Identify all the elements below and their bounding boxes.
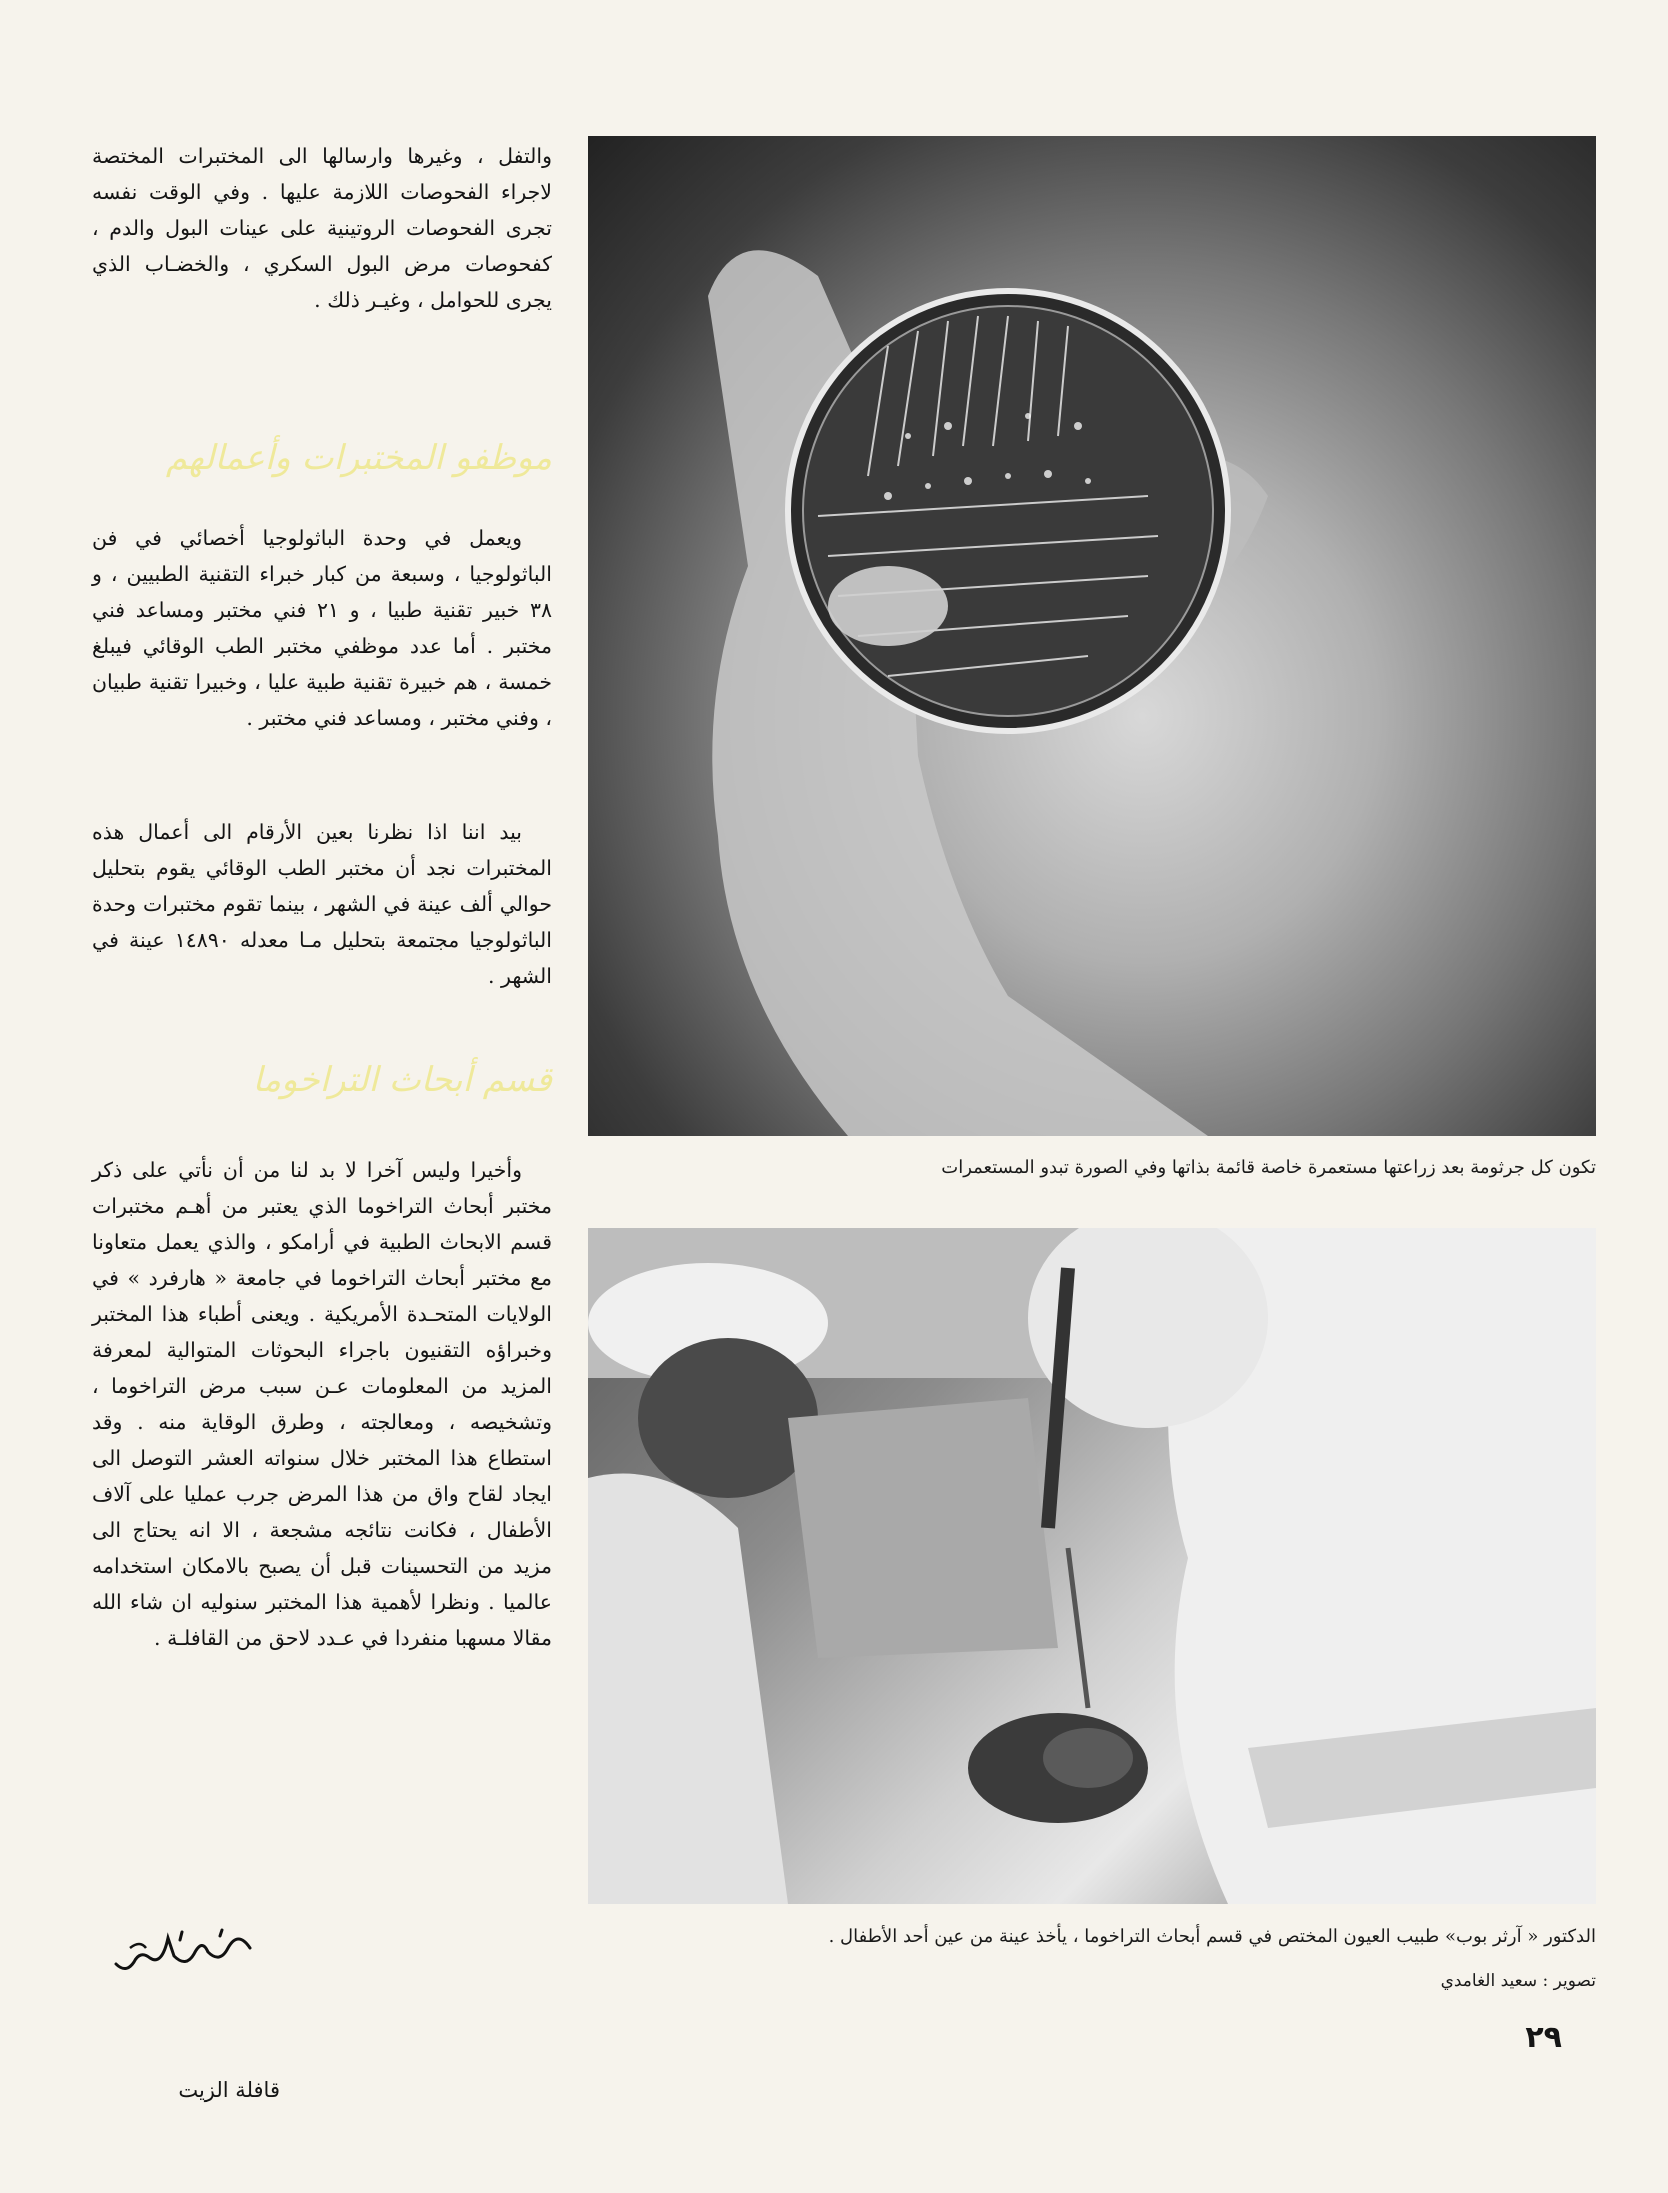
paragraph-text: ويعمل في وحدة الباثولوجيا أخصائي في فن الباثولوجيا ، وسبعة من كبار خبراء التقنية الطبيين ، و ٣٨ خبير تقنية طبيا ، و ٢١ فني مختبر ومساعد فني مختبر . أما عدد موظفي مختبر الطب الوقائي فيبلغ خمسة ، هم خبيرة تقنية طبية عليا ، وخبيرا تقنية طبيان ، وفني مختبر ، ومساعد فني مختبر .	[92, 526, 553, 730]
article-paragraph-4	[92, 1152, 552, 1656]
section-heading-lab-staff: موظفو المختبرات وأعمالهم	[165, 438, 552, 478]
paragraph-text: بيد اننا اذا نظرنا بعين الأرقام الى أعمال هذه المختبرات نجد أن مختبر الطب الوقائي يقوم بتحليل حوالي ألف عينة في الشهر ، بينما تقوم مختبرات وحدة الباثولوجيا مجتمعة بتحليل مـا معدله ١٤٨٩٠ عينة في الشهر .	[92, 820, 552, 988]
signature-mark	[110, 1918, 260, 1988]
page-number: ٢٩	[1525, 2020, 1562, 2055]
petri-dish-photo	[588, 136, 1596, 1136]
magazine-name: قافلة الزيت	[178, 2078, 280, 2102]
petri-dish-illustration	[588, 136, 1596, 1136]
photo-credit: تصوير : سعيد الغامدي	[1440, 1971, 1596, 1991]
section-heading-trachoma: قسم أبحاث التراخوما	[252, 1060, 552, 1100]
author-signature	[110, 1918, 260, 1988]
trachoma-exam-photo	[588, 1228, 1596, 1904]
article-paragraph-1	[92, 138, 552, 318]
paragraph-text: وأخيرا وليس آخرا لا بد لنا من أن نأتي على ذكر مختبر أبحاث التراخوما الذي يعتبر من أهـم مختبرات قسم الابحاث الطبية في أرامكو ، والذي يعمل متعاونا مع مختبر أبحاث التراخوما في جامعة « هارفرد » في الولايات المتحـدة الأمريكية . ويعنى أطباء هذا المختبر وخبراؤه التقنيون باجراء البحوثات المتوالية لمعرفة المزيد من المعلومات عـن سبب مرض التراخوما ، وتشخيصه ، ومعالجته ، وطرق الوقاية منه . وقد استطاع هذا المختبر خلال سنواته العشر التوصل الى ايجاد لقاح واق من هذا المرض جرب عمليا على آلاف الأطفال ، فكانت نتائجه مشجعة ، الا انه يحتاج الى مزيد من التحسينات قبل أن يصبح بالامكان استخدامه عالميا . ونظرا لأهمية هذا المختبر سنوليه ان شاء الله مقالا مسهبا منفردا في عـدد لاحق من القافلـة .	[92, 1158, 552, 1650]
article-paragraph-3	[92, 814, 552, 994]
bottom-photo-caption: الدكتور « آرثر بوب» طبيب العيون المختص في قسم أبحاث التراخوما ، يأخذ عينة من عين أحد الأطفال .	[828, 1926, 1596, 1947]
article-paragraph-2	[92, 520, 552, 736]
top-photo-caption: تكون كل جرثومة بعد زراعتها مستعمرة خاصة قائمة بذاتها وفي الصورة تبدو المستعمرات	[941, 1157, 1596, 1178]
trachoma-exam-illustration	[588, 1228, 1596, 1904]
paragraph-text: والتفل ، وغيرها وارسالها الى المختبرات المختصة لاجراء الفحوصات اللازمة عليها . وفي الوقت نفسه تجرى الفحوصات الروتينية على عينات البول والدم ، كفحوصات مرض البول السكري ، والخضـاب الذي يجرى للحوامل ، وغيـر ذلك .	[92, 144, 552, 312]
